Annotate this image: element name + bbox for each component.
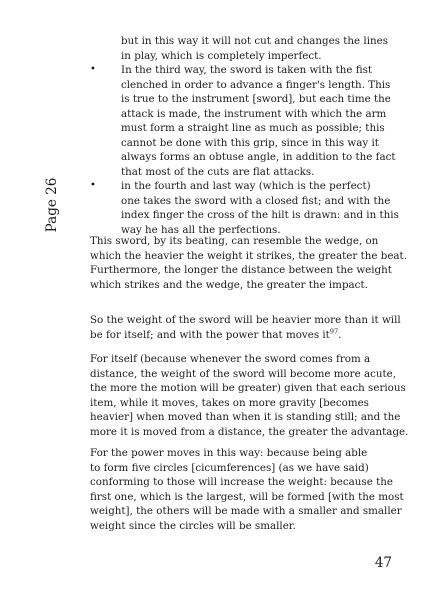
text-line: but in this way it will not cut and changes the lines <box>121 35 388 47</box>
text-line: weight], the others will be made with a smaller and smaller <box>90 505 402 517</box>
text-line: In the third way, the sword is taken with the fist <box>121 64 373 76</box>
text-line: is true to the instrument [sword], but each time the <box>121 93 391 105</box>
paragraph-power <box>90 446 404 533</box>
text-line: item, while it moves, takes on more gravity [becomes <box>90 396 369 409</box>
text-line: This sword, by its beating, can resemble the wedge, on <box>90 235 379 247</box>
text-line: to form five circles [cicumferences] (as we have said) <box>90 461 369 474</box>
footnote-marker: 97 <box>329 327 339 336</box>
paragraph-for-itself <box>90 352 409 439</box>
paragraph-wedge <box>90 234 407 292</box>
bullet-list <box>90 34 399 237</box>
bullet-marker: • <box>90 180 96 191</box>
text-line: more it is moved from a distance, the greater the advantage. <box>90 425 409 438</box>
text-line: distance, the weight of the sword will become more acute, <box>90 367 397 380</box>
bullet-item-continuation <box>90 34 388 63</box>
text-line: For itself (because whenever the sword comes from a <box>90 353 371 365</box>
text-line: way he has all the perfections. <box>121 223 281 236</box>
text-line: always forms an obtuse angle, in addition to the fact <box>121 151 396 163</box>
bullet-item-fourth-way <box>90 179 399 237</box>
text-line: heavier] when moved than when it is standing still; and the <box>90 411 401 423</box>
text-line: one takes the sword with a closed fist; and with the <box>121 194 391 207</box>
text-line: which the heavier the weight it strikes, the greater the beat. <box>90 249 407 262</box>
bullet-marker: • <box>90 64 96 75</box>
text-line: index finger the cross of the hilt is drawn: and in this <box>121 209 399 221</box>
text-line: Furthermore, the longer the distance between the weight <box>90 264 392 276</box>
text-line: in play, which is completely imperfect. <box>121 49 322 62</box>
text-line: For the power moves in this way: because being able <box>90 447 368 459</box>
text-fragment: . <box>338 328 342 341</box>
side-page-label: Page 26 <box>44 177 60 233</box>
text-line-with-footnote <box>90 328 390 343</box>
text-line: So the weight of the sword will be heavier more than it will <box>90 314 401 326</box>
text-line: clenched in order to advance a finger's length. This <box>121 78 391 91</box>
text-line: must form a straight line as much as possible; this <box>121 122 385 134</box>
page-number: 47 <box>374 555 392 571</box>
text-line: weight since the circles will be smaller. <box>90 519 296 532</box>
text-line: in the fourth and last way (which is the perfect) <box>121 180 371 192</box>
text-line: the more the motion will be greater) given that each serious <box>90 382 406 394</box>
text-line: which strikes and the wedge, the greater the impact. <box>90 278 368 291</box>
text-line: attack is made, the instrument with which the arm <box>121 107 387 120</box>
text-line: conforming to those will increase the weight: because the <box>90 476 393 488</box>
text-fragment: be for itself; and with the power that moves it <box>90 328 330 341</box>
text-line: that most of the cuts are flat attacks. <box>121 165 315 178</box>
bullet-item-third-way <box>90 63 396 179</box>
text-line: cannot be done with this grip, since in this way it <box>121 136 379 149</box>
paragraph-weight <box>90 313 401 342</box>
text-line: first one, which is the largest, will be formed [with the most <box>90 490 404 503</box>
